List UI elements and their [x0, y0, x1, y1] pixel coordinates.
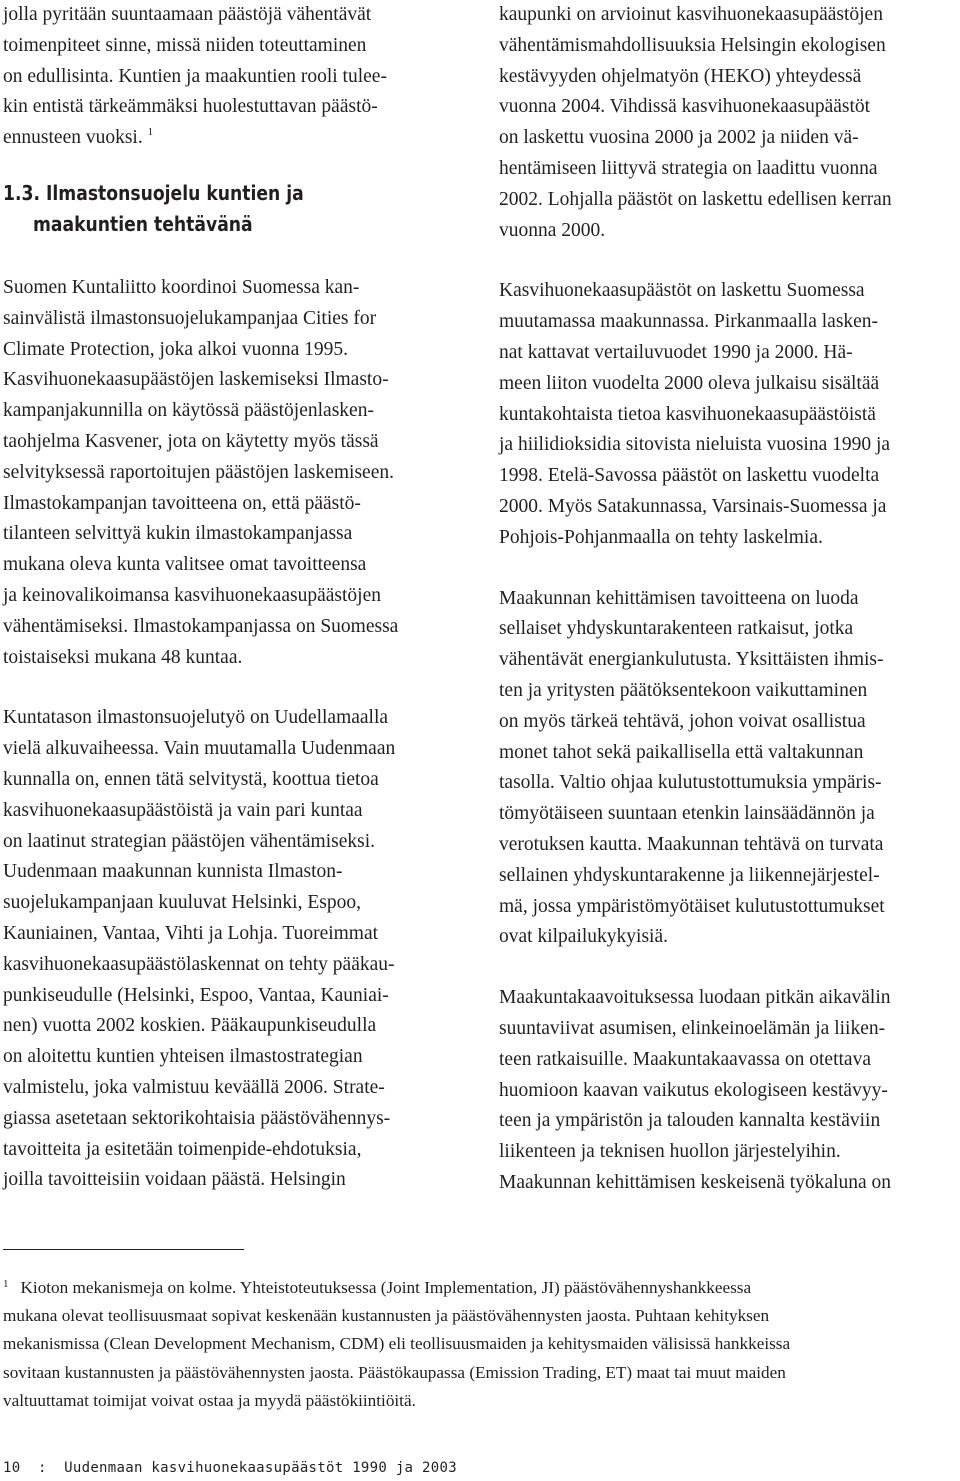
- text-line: vähentämismahdollisuuksia Helsingin ekologisen: [499, 34, 886, 56]
- text-line: teen ja ympäristön ja talouden kannalta kestäviin: [499, 1110, 881, 1132]
- text-line: muutamassa maakunnassa. Pirkanmaalla lasken-: [499, 311, 879, 333]
- text-line: Suomen Kuntaliitto koordinoi Suomessa kan-: [3, 276, 360, 298]
- text-line: mukana oleva kunta valitsee omat tavoitteensa: [3, 554, 367, 576]
- footnote-marker: 1: [3, 1278, 9, 1290]
- paragraph: [499, 276, 957, 553]
- text-line: ja keinovalikoimansa kasvihuonekaasupäästöjen: [3, 584, 381, 606]
- text-line: Climate Protection, joka alkoi vuonna 1995.: [3, 338, 348, 360]
- text-line: on myös tärkeä tehtävä, johon voivat osallistua: [499, 710, 866, 732]
- text-line: Maakunnan kehittämisen keskeisenä työkaluna on: [499, 1171, 892, 1193]
- text-line: on laatinut strategian päästöjen vähentämiseksi.: [3, 830, 376, 852]
- text-line: on laskettu vuosina 2000 ja 2002 ja niiden vä-: [499, 127, 859, 149]
- text-line: kaupunki on arvioinut kasvihuonekaasupäästöjen: [499, 4, 883, 25]
- text-line: tömyötäiseen suuntaan etenkin lainsäädännön ja: [499, 803, 875, 825]
- page-number: 10: [3, 1460, 21, 1476]
- footer-separator: :: [37, 1460, 47, 1476]
- text-line: ovat kilpailukykyisiä.: [499, 926, 668, 948]
- text-line: vuonna 2004. Vihdissä kasvihuonekaasupäästöt: [499, 96, 871, 118]
- text-line: Kuntatason ilmastonsuojelutyö on Uudellamaalla: [3, 707, 389, 729]
- text-line: giassa asetetaan sektorikohtaisia päästövähennys-: [3, 1107, 391, 1129]
- text-line: jolla pyritään suuntaamaan päästöjä vähentävät: [3, 4, 372, 25]
- text-line: toimenpiteet sinne, missä niiden toteuttaminen: [3, 34, 367, 56]
- text-line: kasvihuonekaasupäästölaskennat on tehty pääkau-: [3, 953, 395, 975]
- text-line: Kasvihuonekaasupäästöjen laskemiseksi Ilmasto-: [3, 369, 389, 391]
- text-line: suuntaviivat asumisen, elinkeinoelämän ja liiken-: [499, 1017, 886, 1039]
- text-line: Maakuntakaavoituksessa luodaan pitkän aikavälin: [499, 987, 891, 1009]
- footnote-divider: [3, 1249, 244, 1250]
- text-line: [3, 123, 455, 154]
- footnote-line: valtuuttamat toimijat voivat ostaa ja myydä päästökiintiöitä.: [3, 1390, 416, 1410]
- text-line: kestävyyden ohjelmatyön (HEKO) yhteydessä: [499, 65, 862, 87]
- text-line: nat kattavat vertailuvuodet 1990 ja 2000. Hä-: [499, 341, 853, 363]
- paragraph: [499, 584, 957, 954]
- paragraph: [499, 983, 957, 1199]
- text-line: taohjelma Kasvener, jota on käytetty myös tässä: [3, 430, 379, 452]
- text-line: ja hiilidioksidia sitovista nieluista vuosina 1990 ja: [499, 434, 891, 456]
- text-line: huomioon kaavan vaikutus ekologiseen kestävyy-: [499, 1079, 888, 1101]
- text-line: Kasvihuonekaasupäästöt on laskettu Suomessa: [499, 280, 865, 302]
- text-line: liikenteen ja teknisen huollon järjestelyihin.: [499, 1141, 841, 1163]
- footnote-line: mukana olevat teollisuusmaat sopivat keskenään kustannusten ja päästövähennysten jaosta. Puhtaan kehityksen: [3, 1306, 770, 1326]
- text-line: valmistelu, joka valmistuu keväällä 2006. Strate-: [3, 1076, 385, 1098]
- text-line: suojelukampanjaan kuuluvat Helsinki, Espoo,: [3, 892, 361, 914]
- text-line: nen) vuotta 2002 koskien. Pääkaupunkiseudulla: [3, 1015, 377, 1037]
- text-line: on aloitettu kuntien yhteisen ilmastostrategian: [3, 1046, 363, 1068]
- text-line: Ilmastokampanjan tavoitteena on, että päästö-: [3, 492, 361, 514]
- publication-title: Uudenmaan kasvihuonekaasupäästöt 1990 ja 2003: [64, 1460, 457, 1476]
- text-fragment: ennusteen vuoksi.: [3, 127, 143, 149]
- text-line: verotuksen kautta. Maakunnan tehtävä on turvata: [499, 833, 884, 855]
- text-line: kasvihuonekaasupäästöistä ja vain pari kuntaa: [3, 799, 363, 821]
- page-footer: [3, 1460, 457, 1476]
- text-line: vähentämiseksi. Ilmastokampanjassa on Suomessa: [3, 615, 399, 637]
- text-line: kin entistä tärkeämmäksi huolestuttavan päästö-: [3, 96, 378, 118]
- footnote-line: sovitaan kustannusten ja päästövähennysten jaosta. Päästökaupassa (Emission Trading, ET) maat tai muut maiden: [3, 1362, 786, 1382]
- footnote-reference[interactable]: 1: [147, 126, 154, 139]
- text-line: kunnalla on, ennen tätä selvitystä, koottua tietoa: [3, 768, 379, 790]
- heading-line: 1.3. Ilmastonsuojelu kuntien ja: [3, 180, 304, 205]
- left-column: [3, 0, 455, 1196]
- text-line: tasolla. Valtio ohjaa kulutustottumuksia ympäris-: [499, 772, 882, 794]
- footnote: [3, 1274, 958, 1415]
- section-heading: [3, 178, 455, 240]
- paragraph: [3, 703, 455, 1196]
- text-line: tavoitteita ja esitetään toimenpide-ehdotuksia,: [3, 1138, 362, 1160]
- text-line: kampanjakunnilla on käytössä päästöjenlasken-: [3, 400, 374, 422]
- text-line: mä, jossa ympäristömyötäiset kulutustottumukset: [499, 895, 885, 917]
- text-line: sainvälistä ilmastonsuojelukampanjaa Cities for: [3, 307, 377, 329]
- text-line: on edullisinta. Kuntien ja maakuntien rooli tulee-: [3, 65, 387, 87]
- paragraph: [499, 0, 957, 246]
- heading-line: maakuntien tehtävänä: [3, 211, 253, 236]
- text-line: vuonna 2000.: [499, 219, 606, 241]
- text-line: vähentävät energiankulutusta. Yksittäisten ihmis-: [499, 649, 884, 671]
- text-fragment: Kioton mekanismeja on kolme. Yhteistoteutuksessa (Joint Implementation, JI) päästövähennyshankkeessa: [20, 1278, 752, 1297]
- footnote-line: mekanismissa (Clean Development Mechanism, CDM) eli teollisuusmaiden ja kehitysmaiden välisissä hankkeissa: [3, 1334, 791, 1354]
- paragraph: [3, 273, 455, 673]
- right-column: [499, 0, 957, 1199]
- text-line: Pohjois-Pohjanmaalla on tehty laskelmia.: [499, 526, 823, 548]
- intro-paragraph: [3, 0, 455, 154]
- text-line: sellainen yhdyskuntarakenne ja liikennejärjestel-: [499, 864, 880, 886]
- text-line: joilla tavoitteisiin voidaan päästä. Helsingin: [3, 1169, 346, 1191]
- text-line: Kauniainen, Vantaa, Vihti ja Lohja. Tuoreimmat: [3, 922, 379, 944]
- text-line: ten ja yritysten päätöksentekoon vaikuttaminen: [499, 679, 868, 701]
- text-line: teen ratkaisuille. Maakuntakaavassa on otettava: [499, 1048, 871, 1070]
- text-line: 2000. Myös Satakunnassa, Varsinais-Suomessa ja: [499, 495, 887, 517]
- text-line: sellaiset yhdyskuntarakenteen ratkaisut, jotka: [499, 618, 854, 640]
- text-line: tilanteen selvittyä kukin ilmastokampanjassa: [3, 523, 353, 545]
- text-line: kuntakohtaista tietoa kasvihuonekaasupäästöistä: [499, 403, 876, 425]
- text-line: punkiseudulle (Helsinki, Espoo, Vantaa, Kauniai-: [3, 984, 389, 1006]
- text-line: hentämiseen liittyvä strategia on laadittu vuonna: [499, 157, 878, 179]
- text-line: Uudenmaan maakunnan kunnista Ilmaston-: [3, 861, 343, 883]
- text-line: toistaiseksi mukana 48 kuntaa.: [3, 646, 243, 668]
- text-line: monet tahot sekä paikallisella että valtakunnan: [499, 741, 864, 763]
- text-line: meen liiton vuodelta 2000 oleva julkaisu sisältää: [499, 372, 880, 394]
- text-line: selvityksessä raportoitujen päästöjen laskemiseen.: [3, 461, 394, 483]
- footnote-line: [3, 1274, 958, 1302]
- text-line: 1998. Etelä-Savossa päästöt on laskettu vuodelta: [499, 465, 880, 487]
- text-line: 2002. Lohjalla päästöt on laskettu edellisen kerran: [499, 188, 892, 210]
- text-line: vielä alkuvaiheessa. Vain muutamalla Uudenmaan: [3, 738, 396, 760]
- text-line: Maakunnan kehittämisen tavoitteena on luoda: [499, 587, 859, 609]
